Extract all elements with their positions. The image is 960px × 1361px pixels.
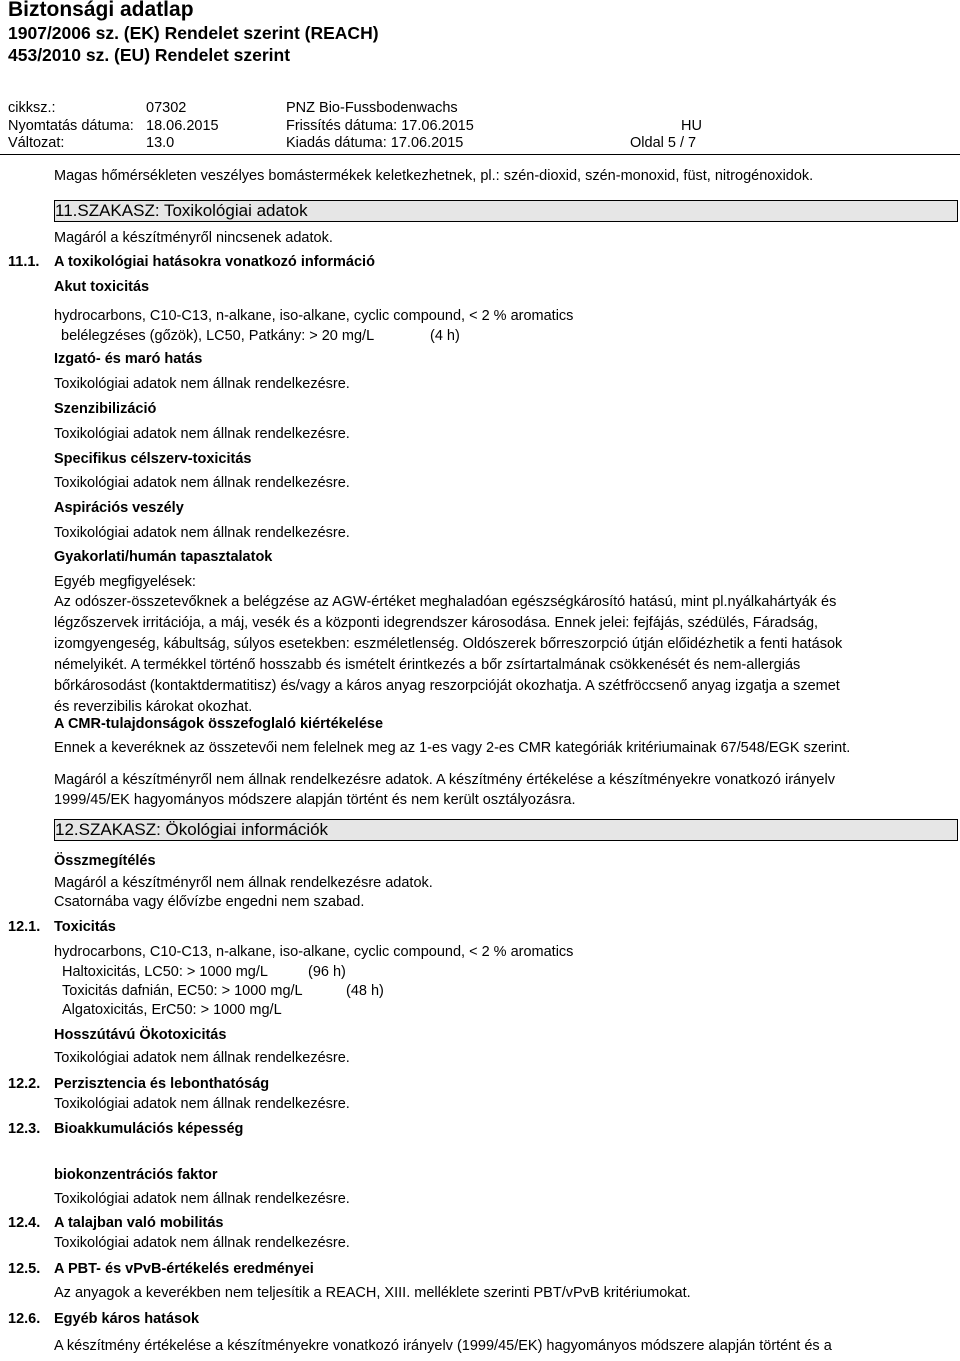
irritation-heading: Izgató- és maró hatás [54,351,203,367]
language-code: HU [681,118,702,134]
daphnia-toxicity: Toxicitás dafnián, EC50: > 1000 mg/L [62,983,303,999]
observation-line: Az odószer-összetevőknek a belégzése az AGW-értéket meghaladóan egészségkárosító hatású, mint pl.nyálkahártyák és [54,594,837,610]
substance-name: hydrocarbons, C10-C13, n-alkane, iso-alkane, cyclic compound, < 2 % aromatics [54,308,574,324]
summary-heading: Összmegítélés [54,853,156,869]
version-label: Változat: [8,135,65,151]
section-12-bar [54,819,958,841]
product-name: PNZ Bio-Fussbodenwachs [286,100,458,116]
section-11-bar [54,200,958,222]
cikksz-value: 07302 [146,100,187,116]
header-divider [0,154,960,155]
cmr-text: Ennek a keveréknek az összetevői nem felelnek meg az 1-es vagy 2-es CMR kategóriák kritériumainak 67/548/EGK szerint. [54,740,851,756]
bioaccumulation-heading: Bioakkumulációs képesség [54,1121,244,1137]
evaluation-line-1: Magáról a készítményről nem állnak rendelkezésre adatok. A készítmény értékelése a készítményekre vonatkozó irányelv [54,772,835,788]
longterm-no-data: Toxikológiai adatok nem állnak rendelkezésre. [54,1050,350,1066]
observation-line: és reverzibilis károkat okozhat. [54,699,253,715]
section-12-4-number: 12.4. [8,1215,41,1231]
summary-line-1: Magáról a készítményről nem állnak rendelkezésre adatok. [54,875,433,891]
inhalation-value: belélegzéses (gőzök), LC50, Patkány: > 20 mg/L [61,328,375,344]
cmr-heading: A CMR-tulajdonságok összefoglaló kiértékelése [54,716,384,732]
observation-line: izomgyengeség, kábultság, súlyos esetekben: eszméletlenség. Oldószerek bőrreszorpció útján előidézhetik a fenti hatások [54,636,843,652]
revision-date: Frissítés dátuma: 17.06.2015 [286,118,474,134]
other-effects-heading: Egyéb káros hatások [54,1311,200,1327]
cikksz-label: cikksz.: [8,100,56,116]
sensitization-no-data: Toxikológiai adatok nem állnak rendelkezésre. [54,426,350,442]
bioconcentration-no-data: Toxikológiai adatok nem állnak rendelkezésre. [54,1191,350,1207]
evaluation-line-2: 1999/45/EK hagyományos módszere alapján történt és nem került osztályozásra. [54,792,576,808]
stot-no-data: Toxikológiai adatok nem állnak rendelkezésre. [54,475,350,491]
section-11-title: 11.SZAKASZ: Toxikológiai adatok [55,201,308,220]
persistence-heading: Perzisztencia és lebonthatóság [54,1076,270,1092]
acute-toxicity-heading: Akut toxicitás [54,279,150,295]
stot-heading: Specifikus célszerv-toxicitás [54,451,252,467]
section-12-1-number: 12.1. [8,919,41,935]
summary-line-2: Csatornába vagy élővízbe engedni nem szabad. [54,894,365,910]
bioconcentration-heading: biokonzentrációs faktor [54,1167,218,1183]
algae-toxicity: Algatoxicitás, ErC50: > 1000 mg/L [62,1002,282,1018]
aspiration-no-data: Toxikológiai adatok nem állnak rendelkezésre. [54,525,350,541]
section-11-note: Magáról a készítményről nincsenek adatok. [54,230,333,246]
sensitization-heading: Szenzibilizáció [54,401,157,417]
persistence-no-data: Toxikológiai adatok nem állnak rendelkezésre. [54,1096,350,1112]
regulation-eu: 453/2010 sz. (EU) Rendelet szerint [8,45,291,65]
longterm-heading: Hosszútávú Ökotoxicitás [54,1027,227,1043]
irritation-no-data: Toxikológiai adatok nem állnak rendelkezésre. [54,376,350,392]
print-date-value: 18.06.2015 [146,118,219,134]
experience-heading: Gyakorlati/humán tapasztalatok [54,549,273,565]
observation-line: bőrkárosodást (kontaktdermatitisz) és/vagy a káros anyag reszorpcióját okozhatja. A szétfröccsenő anyag izgatja a szemet [54,678,840,694]
observation-line: némelyikét. A termékkel történő hosszabb és ismételt érintkezés a bőr zsírtartalmának csökkenését és nem-allergiás [54,657,801,673]
mobility-heading: A talajban való mobilitás [54,1215,224,1231]
observation-line: légzőszervek irritációja, a máj, vesék és a központi idegrendszer károsodása. Ennek jelei: fejfájás, szédülés, Fáradság, [54,615,819,631]
daphnia-toxicity-time: (48 h) [346,983,384,999]
pbt-heading: A PBT- és vPvB-értékelés eredményei [54,1261,314,1277]
document-title: Biztonsági adatlap [8,0,194,21]
pbt-text: Az anyagok a keverékben nem teljesítik a REACH, XIII. melléklete szerinti PBT/vPvB kritériumokat. [54,1285,691,1301]
section-12-title: 12.SZAKASZ: Ökológiai információk [55,820,329,839]
regulation-reach: 1907/2006 sz. (EK) Rendelet szerint (REACH) [8,23,379,43]
section-12-5-number: 12.5. [8,1261,41,1277]
toxicity-heading: Toxicitás [54,919,116,935]
other-observations-label: Egyéb megfigyelések: [54,574,196,590]
inhalation-time: (4 h) [430,328,460,344]
section-11-1-number: 11.1. [8,254,40,270]
intro-line: Magas hőmérsékleten veszélyes bomástermékek keletkezhetnek, pl.: szén-dioxid, szén-monoxid, füst, nitrogénoxidok. [54,168,814,184]
fish-toxicity-time: (96 h) [308,964,346,980]
section-12-6-number: 12.6. [8,1311,41,1327]
other-effects-text: A készítmény értékelése a készítményekre vonatkozó irányelv (1999/45/EK) hagyományos módszere alapján történt és a [54,1338,832,1354]
fish-toxicity: Haltoxicitás, LC50: > 1000 mg/L [62,964,268,980]
section-11-1-title: A toxikológiai hatásokra vonatkozó információ [54,254,375,270]
issue-date: Kiadás dátuma: 17.06.2015 [286,135,464,151]
print-date-label: Nyomtatás dátuma: [8,118,134,134]
section-12-2-number: 12.2. [8,1076,41,1092]
mobility-no-data: Toxikológiai adatok nem állnak rendelkezésre. [54,1235,350,1251]
version-value: 13.0 [146,135,175,151]
aspiration-heading: Aspirációs veszély [54,500,184,516]
eco-substance-name: hydrocarbons, C10-C13, n-alkane, iso-alkane, cyclic compound, < 2 % aromatics [54,944,574,960]
section-12-3-number: 12.3. [8,1121,41,1137]
page-number: Oldal 5 / 7 [630,135,697,151]
